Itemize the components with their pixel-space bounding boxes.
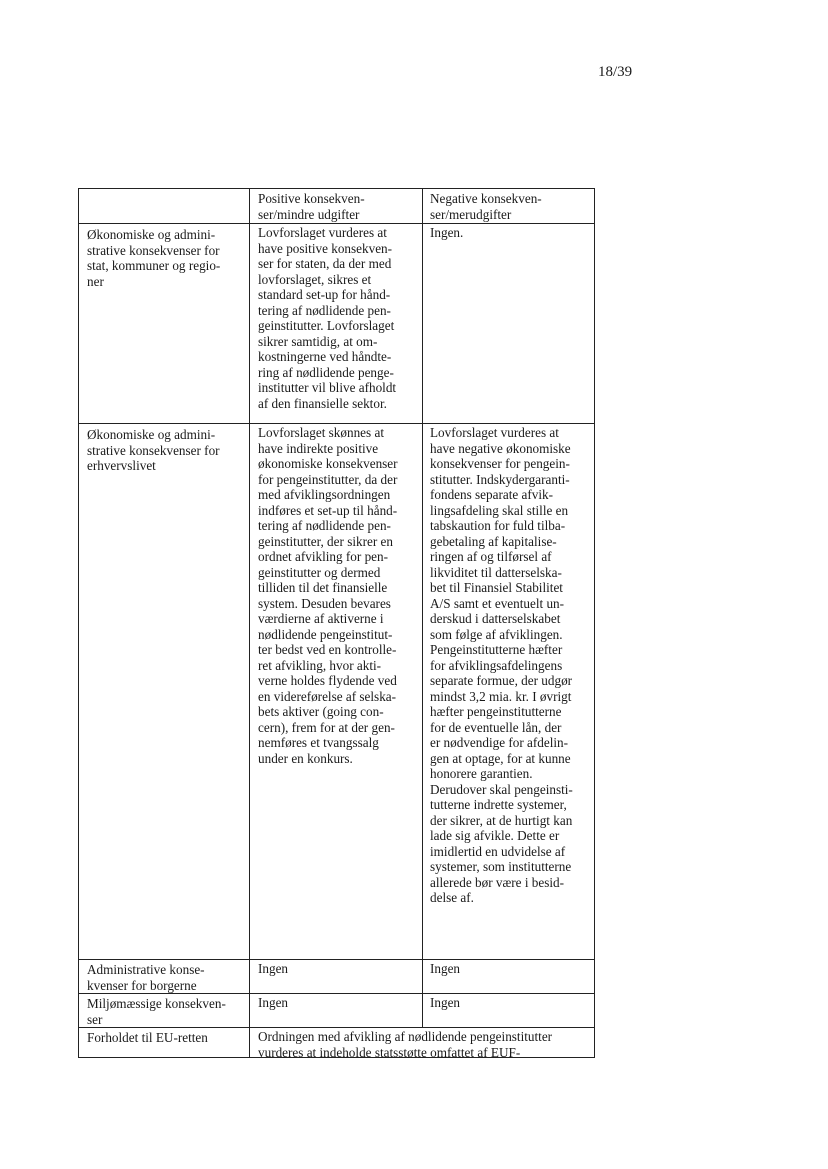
- consequences-table: [78, 188, 595, 1058]
- row-1-negative: Ingen.: [430, 225, 464, 240]
- header-positive: Positive konsekven- ser/mindre udgifter: [258, 191, 365, 222]
- column-divider-2: [422, 189, 423, 1027]
- row-divider-1: [79, 423, 594, 424]
- row-3-positive: Ingen: [258, 961, 289, 976]
- row-2-negative: Lovforslaget vurderes at have negative økonomiske konsekvenser for pengein- stitutter. Indskydergaranti- fondens separate afvik- lingsafdeling skal stille en tabskaution for fuld tilba- gebetaling af kapitalise- ringen af og tilførsel af likviditet til datterselska- bet til Finansiel Stabilitet A/S samt et eventuelt un- derskud i datterselskabet som følge af afviklingen. Pengeinstitutterne hæfter for afviklingsafdelingens separate formue, der udgør mindst 3,2 mia. kr. I øvrigt hæfter pengeinstitutterne for de eventuelle lån, der er nødvendige for afdelin- gen at optage, for at kunne honorere garantien. Derudover skal pengeinsti- tutterne indrette systemer, der sikrer, at de hurtigt kan lade sig afvikle. Dette er imidlertid en udvidelse af systemer, som institutterne allerede bør være i besid- delse af.: [430, 425, 573, 905]
- row-4-negative: Ingen: [430, 995, 461, 1010]
- row-3-negative: Ingen: [430, 961, 461, 976]
- header-negative: Negative konsekven- ser/merudgifter: [430, 191, 542, 222]
- row-divider-2: [79, 959, 594, 960]
- row-divider-3: [79, 993, 594, 994]
- row-1-label: Økonomiske og admini- strative konsekvenser for stat, kommuner og regio- ner: [87, 227, 221, 289]
- row-2-positive: Lovforslaget skønnes at have indirekte positive økonomiske konsekvenser for pengeinstitutter, da der med afviklingsordningen indføres et set-up til hånd- tering af nødlidende pen- geinstitutter, der sikrer en ordnet afvikling for pen- geinstitutter og dermed tilliden til det finansielle system. Desuden bevares værdierne af aktiverne i nødlidende pengeinstitut- ter bedst ved en kontrolle- ret afvikling, hvor akti- verne holdes flydende ved en videreførelse af selska- bets aktiver (going con- cern), frem for at der gen- nemføres et tvangssalg under en konkurs.: [258, 425, 398, 766]
- column-divider-1: [249, 189, 250, 1057]
- row-3-label: Administrative konse- kvenser for borgerne: [87, 962, 205, 993]
- row-2-label: Økonomiske og admini- strative konsekvenser for erhvervslivet: [87, 427, 220, 473]
- row-4-positive: Ingen: [258, 995, 289, 1010]
- row-5-merged: Ordningen med afvikling af nødlidende pengeinstitutter vurderes at indeholde statsstøtte omfattet af EUF-: [258, 1029, 553, 1060]
- page-number: 18/39: [598, 64, 633, 80]
- row-divider-4: [79, 1027, 594, 1028]
- row-4-label: Miljømæssige konsekven- ser: [87, 996, 226, 1027]
- row-1-positive: Lovforslaget vurderes at have positive konsekven- ser for staten, da der med lovforslaget, sikres et standard set-up for hånd- tering af nødlidende pen- geinstitutter. Lovforslaget sikrer samtidig, at om- kostningerne ved håndte- ring af nødlidende penge- institutter vil blive afholdt af den finansielle sektor.: [258, 225, 397, 411]
- row-divider-header: [79, 223, 594, 224]
- row-5-label: Forholdet til EU-retten: [87, 1030, 208, 1045]
